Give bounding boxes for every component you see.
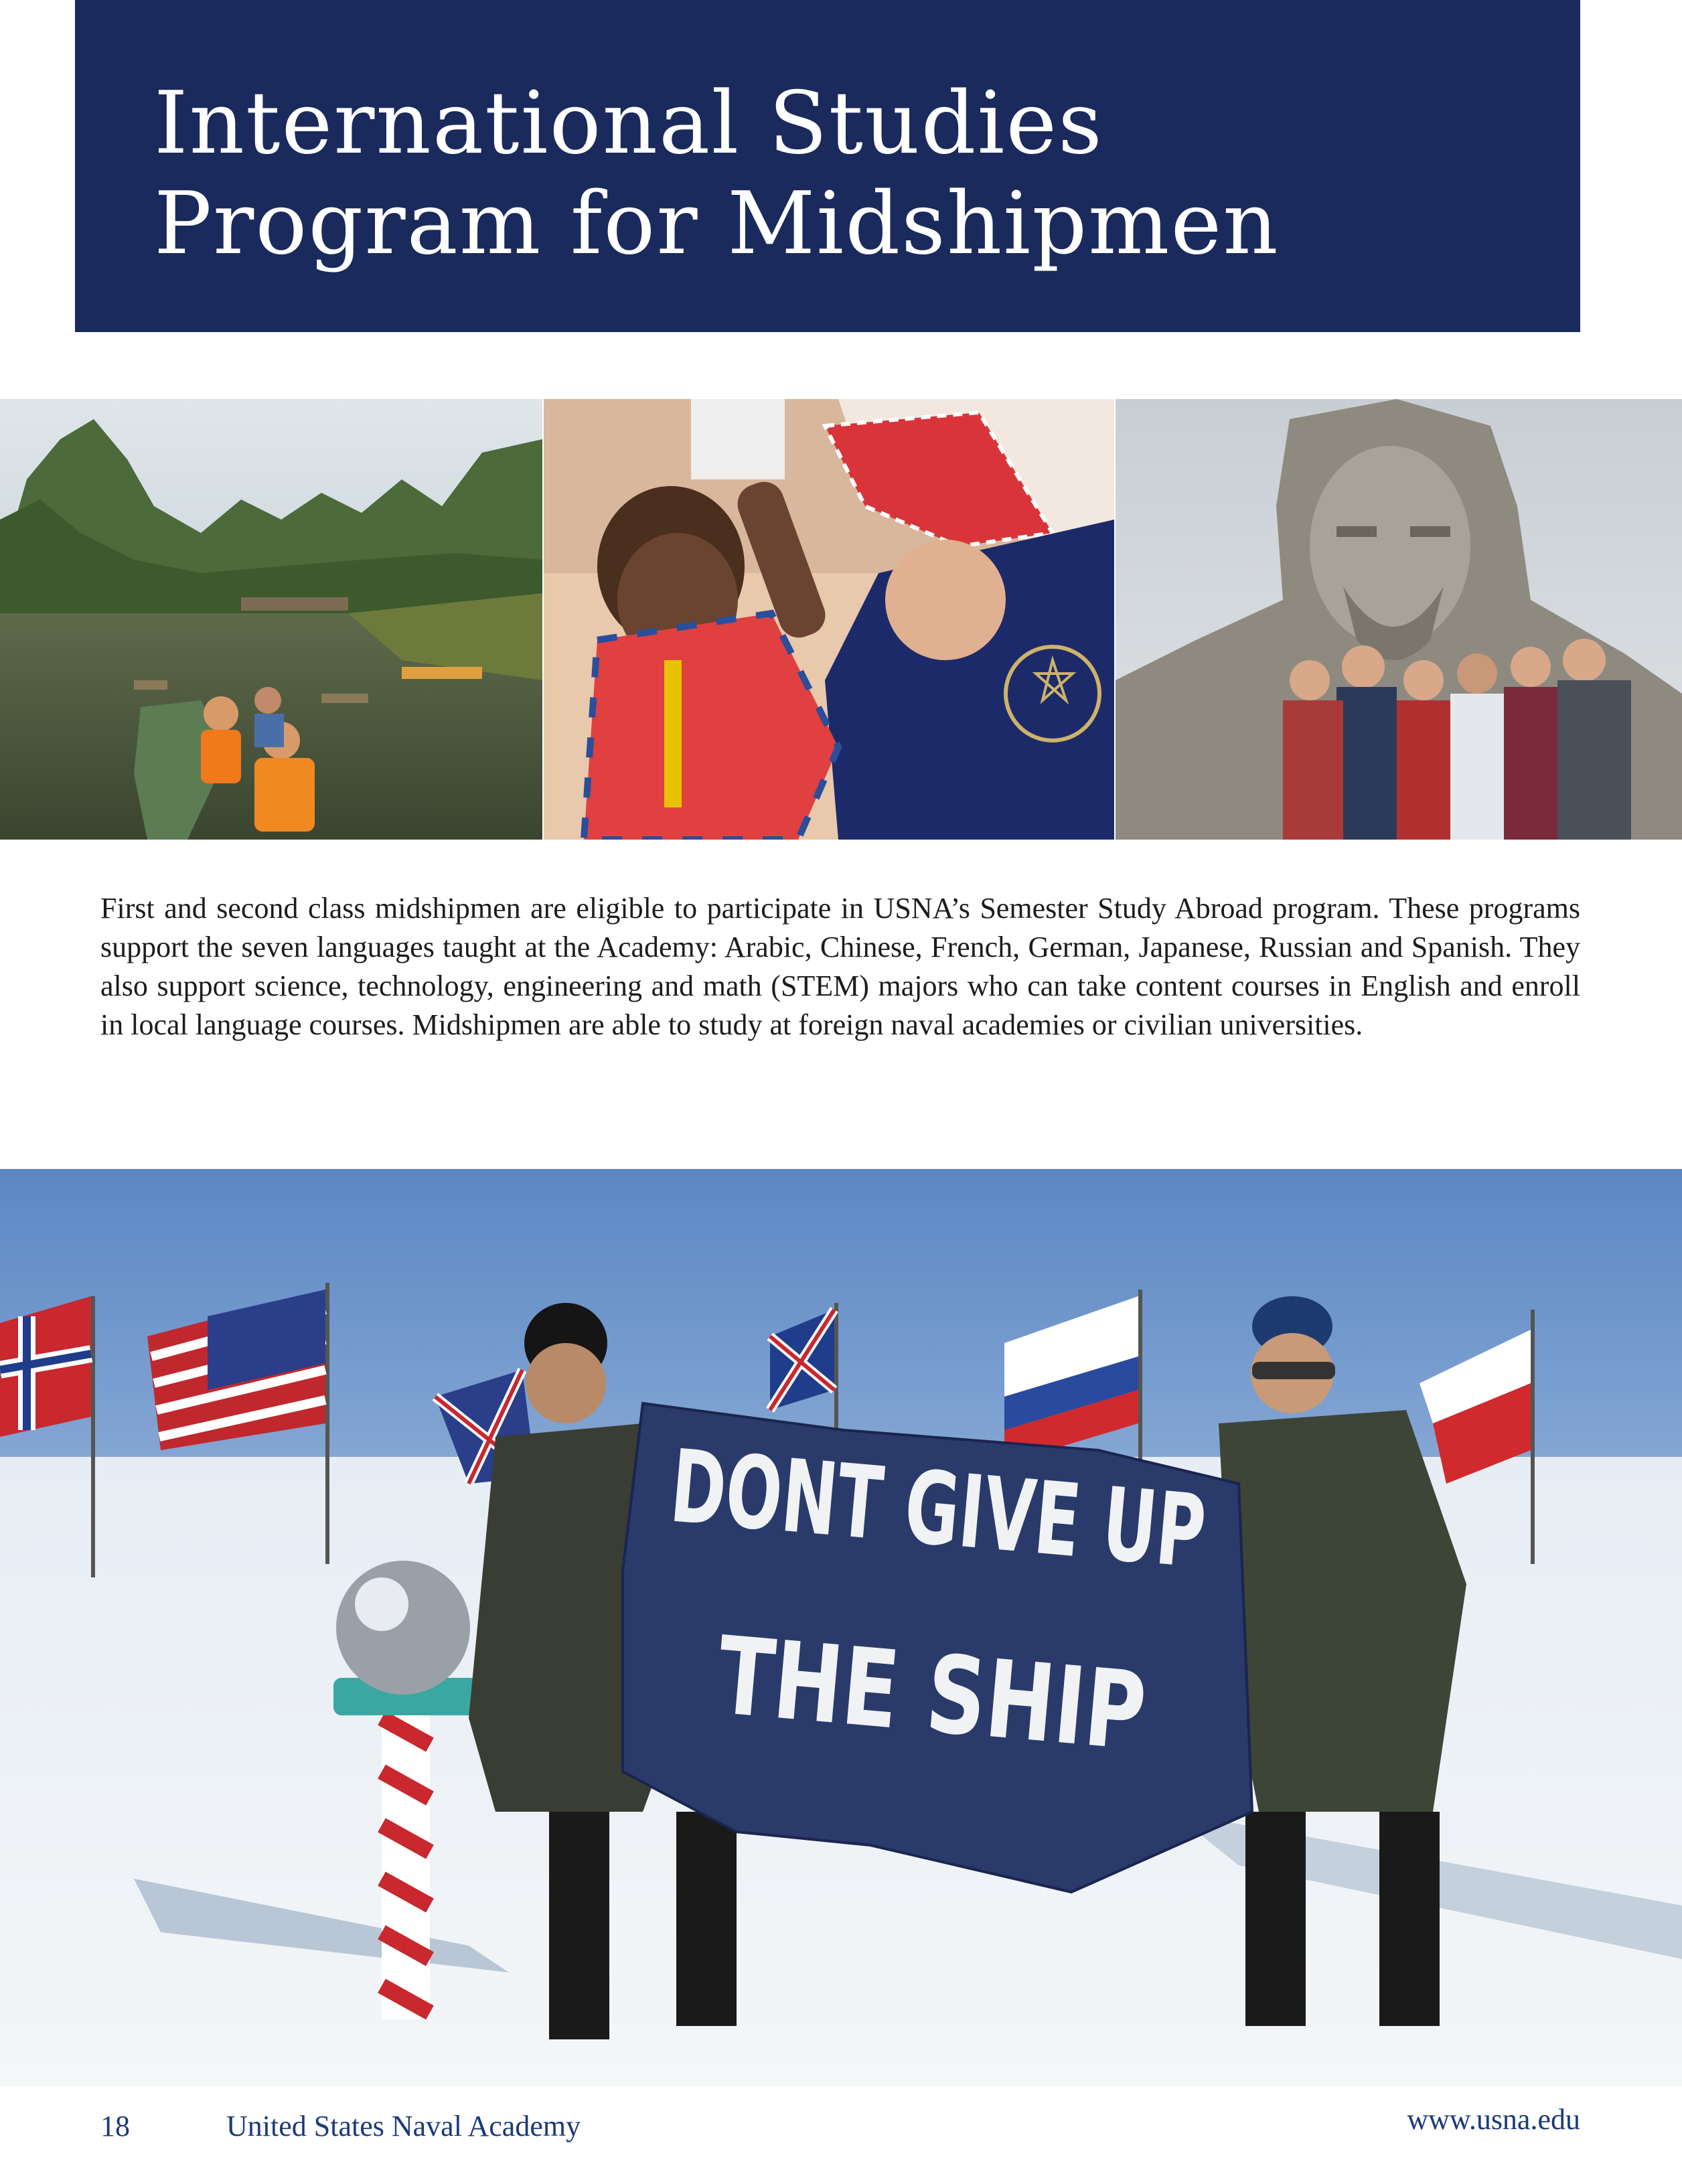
page-title-line1: International Studies (154, 74, 1103, 173)
flag-line1: DONT GIVE UP (666, 1428, 1486, 1616)
footer-organization: United States Naval Academy (226, 2110, 581, 2142)
river-boats-photo (0, 399, 542, 840)
page-number: 18 (100, 2110, 130, 2142)
body-paragraph: First and second class midshipmen are eligible to participate in USNA’s Semester Study Abroad program. These programs support the seven languages taught at the Academy: Arabic, Chinese, French, German, Japanese, Russian and Spanish. They also support science, technology, engineering and math (STEM) majors who can take content courses in English and enroll in local language courses. Midshipmen are able to study at foreign naval academies or civilian universities. (100, 892, 1580, 1041)
flag-line2: THE SHIP (712, 1612, 1280, 1786)
page-footer (0, 2102, 1682, 2156)
child-tying-keffiyeh-photo (544, 399, 1114, 840)
page-title (154, 74, 1493, 275)
statue-group-photo (1116, 399, 1682, 840)
page-title-line2: Program for Midshipmen (154, 174, 1280, 274)
photo-strip (0, 399, 1682, 840)
footer-url-link[interactable]: www.usna.edu (1407, 2103, 1580, 2136)
south-pole-flag-photo (0, 1169, 1682, 2086)
title-banner (75, 0, 1580, 332)
